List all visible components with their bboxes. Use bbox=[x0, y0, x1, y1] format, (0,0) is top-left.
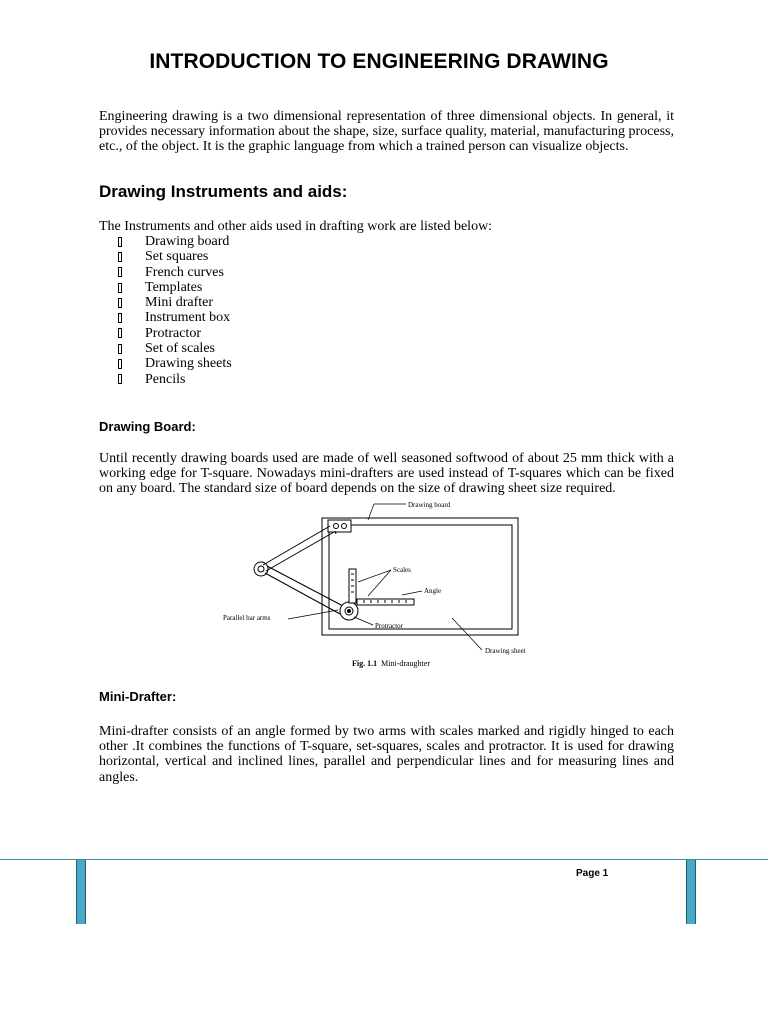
list-item-label: Templates bbox=[145, 279, 203, 295]
list-item-label: Protractor bbox=[145, 325, 201, 341]
scales-label: Scales bbox=[393, 566, 411, 574]
bullet-icon bbox=[118, 237, 122, 247]
figure-caption-text: Mini-draughter bbox=[381, 659, 430, 668]
list-item-label: Set of scales bbox=[145, 341, 215, 357]
page-number: Page 1 bbox=[576, 868, 609, 879]
list-item-label: Set squares bbox=[145, 249, 209, 265]
list-item bbox=[118, 280, 232, 295]
mini-drafter-heading: Mini-Drafter: bbox=[99, 689, 177, 704]
bullet-icon bbox=[118, 359, 122, 369]
list-item-label: French curves bbox=[145, 264, 224, 280]
protractor-label: Protractor bbox=[375, 622, 403, 630]
drawing-sheet-label: Drawing sheet bbox=[485, 647, 526, 655]
bullet-icon bbox=[118, 298, 122, 308]
angle-label: Angle bbox=[424, 587, 442, 595]
drawing-board-paragraph: Until recently drawing boards used are made of well seasoned softwood of about 25 mm thick with a working edge for T-square. Nowadays mini-drafters are used instead of T-squares which can be fixed on any board. The standard size of board depends on the size of drawing sheet size required. bbox=[99, 451, 674, 497]
list-item bbox=[118, 249, 232, 264]
list-item bbox=[118, 234, 232, 249]
parallel-bar-arms-label: Parallel bar arms bbox=[223, 614, 271, 622]
list-item bbox=[118, 326, 232, 341]
list-item-label: Drawing sheets bbox=[145, 356, 232, 372]
bullet-icon bbox=[118, 344, 122, 354]
instruments-list bbox=[118, 234, 232, 387]
list-item-label: Drawing board bbox=[145, 234, 230, 249]
page-title: INTRODUCTION TO ENGINEERING DRAWING bbox=[149, 50, 609, 73]
list-item bbox=[118, 356, 232, 371]
list-item-label: Instrument box bbox=[145, 310, 231, 326]
figure-caption-number: Fig. 1.1 bbox=[352, 659, 378, 668]
bullet-icon bbox=[118, 267, 122, 277]
intro-paragraph: Engineering drawing is a two dimensional representation of three dimensional objects. In general, it provides necessary information about the shape, size, surface quality, material, manufacturing process, etc., of the object. It is the graphic language from which a trained person can visualize objects. bbox=[99, 109, 674, 155]
mini-draughter-figure bbox=[218, 496, 540, 672]
footer-left-bar bbox=[76, 860, 86, 924]
figure-caption bbox=[352, 659, 430, 668]
list-item-label: Pencils bbox=[145, 371, 186, 387]
list-item bbox=[118, 310, 232, 325]
list-item-label: Mini drafter bbox=[145, 295, 214, 311]
list-item bbox=[118, 295, 232, 310]
list-item bbox=[118, 341, 232, 356]
mini-drafter-paragraph: Mini-drafter consists of an angle formed by two arms with scales marked and rigidly hinged to each other .It combines the functions of T-square, set-squares, scales and protractor. It is used for drawing horizontal, vertical and inclined lines, parallel and perpendicular lines and for measuring lines and angles. bbox=[99, 724, 674, 785]
drawing-board-label: Drawing board bbox=[408, 501, 451, 509]
bullet-icon bbox=[118, 252, 122, 262]
instruments-heading: Drawing Instruments and aids: bbox=[99, 182, 348, 201]
bullet-icon bbox=[118, 328, 122, 338]
list-item bbox=[118, 372, 232, 387]
footer-divider bbox=[0, 859, 768, 860]
instruments-intro: The Instruments and other aids used in drafting work are listed below: bbox=[99, 219, 493, 234]
footer-right-bar bbox=[686, 860, 696, 924]
bullet-icon bbox=[118, 313, 122, 323]
bullet-icon bbox=[118, 283, 122, 293]
list-item bbox=[118, 265, 232, 280]
bullet-icon bbox=[118, 374, 122, 384]
drawing-board-heading: Drawing Board: bbox=[99, 419, 196, 434]
